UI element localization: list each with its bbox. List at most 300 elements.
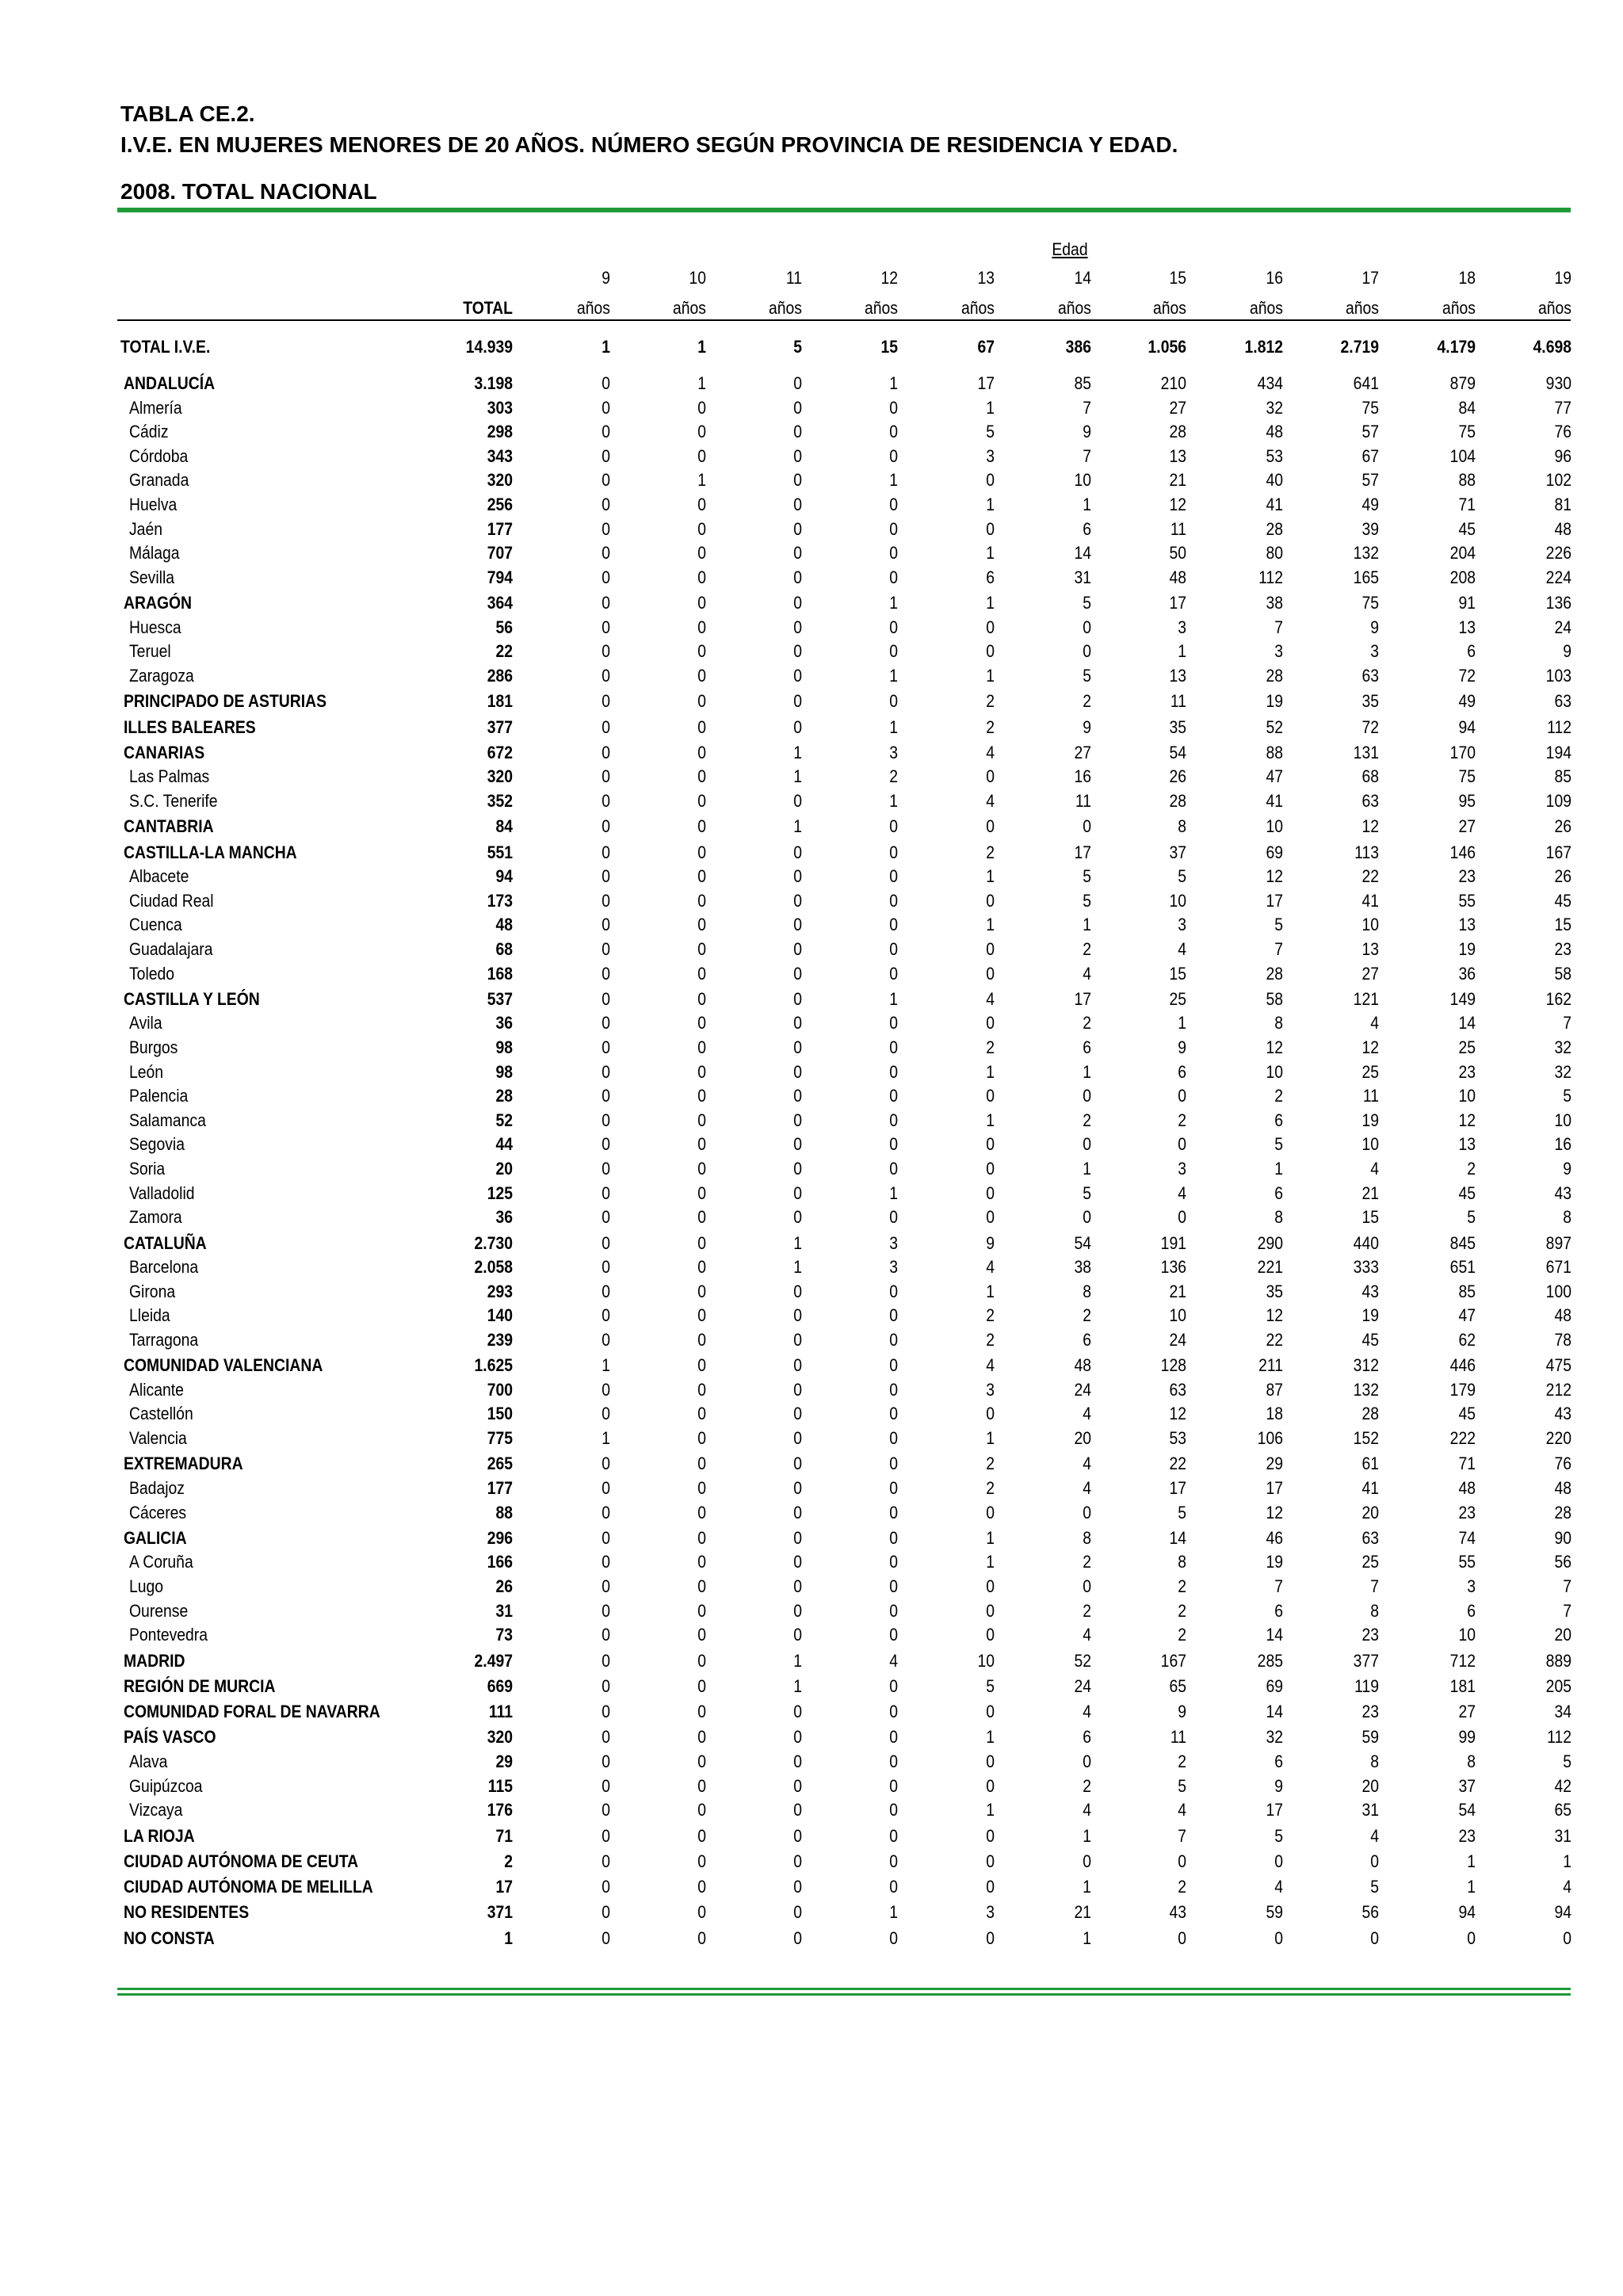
grand-total-value: 4.179 bbox=[1437, 337, 1476, 357]
region-label: CATALUÑA bbox=[124, 1233, 207, 1253]
row-age-value: 106 bbox=[1257, 1428, 1283, 1448]
grand-total-value: 5 bbox=[793, 337, 802, 357]
row-age-value: 0 bbox=[986, 519, 995, 539]
row-total-value: 166 bbox=[487, 1552, 513, 1572]
row-total-value: 68 bbox=[495, 939, 513, 959]
row-age-value: 5 bbox=[1274, 915, 1283, 934]
row-age-value: 58 bbox=[1266, 989, 1283, 1009]
row-total-value: 36 bbox=[495, 1207, 513, 1227]
row-age-value: 43 bbox=[1169, 1902, 1186, 1922]
row-total-value: 320 bbox=[487, 1727, 513, 1747]
row-age-value: 5 bbox=[1083, 1183, 1091, 1203]
row-total-value: 94 bbox=[495, 866, 513, 886]
row-total-value: 669 bbox=[487, 1676, 513, 1696]
row-age-value: 208 bbox=[1449, 567, 1476, 587]
row-age-value: 5 bbox=[1083, 866, 1091, 886]
row-age-value: 76 bbox=[1554, 1454, 1571, 1473]
row-age-value: 17 bbox=[1074, 842, 1091, 862]
row-age-value: 8 bbox=[1370, 1601, 1379, 1621]
row-age-value: 1 bbox=[1083, 1062, 1091, 1082]
row-age-value: 7 bbox=[1274, 1576, 1283, 1596]
row-total-value: 700 bbox=[487, 1380, 513, 1400]
province-label: Salamanca bbox=[129, 1110, 206, 1130]
grand-total-value: 67 bbox=[977, 337, 995, 357]
row-age-value: 0 bbox=[986, 641, 995, 661]
row-age-value: 1 bbox=[986, 1110, 995, 1130]
row-age-value: 1 bbox=[986, 543, 995, 563]
row-total-value: 352 bbox=[487, 791, 513, 811]
row-age-value: 63 bbox=[1361, 1528, 1379, 1548]
row-total-value: 3.198 bbox=[474, 373, 513, 393]
age-unit-header: años bbox=[769, 298, 802, 318]
row-age-value: 0 bbox=[601, 915, 610, 934]
row-age-value: 0 bbox=[793, 470, 802, 490]
row-age-value: 0 bbox=[697, 1552, 706, 1572]
row-age-value: 21 bbox=[1169, 1282, 1186, 1301]
row-age-value: 0 bbox=[1563, 1928, 1571, 1948]
row-age-value: 1 bbox=[986, 1528, 995, 1548]
row-total-value: 672 bbox=[487, 743, 513, 762]
row-age-value: 4 bbox=[1370, 1013, 1379, 1033]
province-label: Sevilla bbox=[129, 567, 175, 587]
row-total-value: 28 bbox=[495, 1086, 513, 1106]
row-age-value: 19 bbox=[1361, 1110, 1379, 1130]
row-age-value: 4 bbox=[1563, 1877, 1571, 1897]
row-age-value: 0 bbox=[601, 1752, 610, 1771]
row-age-value: 0 bbox=[697, 1282, 706, 1301]
row-age-value: 88 bbox=[1458, 470, 1476, 490]
row-total-value: 98 bbox=[495, 1062, 513, 1082]
row-age-value: 0 bbox=[697, 1625, 706, 1645]
row-age-value: 28 bbox=[1266, 666, 1283, 686]
row-age-value: 17 bbox=[1266, 891, 1283, 911]
row-age-value: 48 bbox=[1554, 1478, 1571, 1498]
row-age-value: 109 bbox=[1545, 791, 1571, 811]
row-age-value: 15 bbox=[1554, 915, 1571, 934]
row-age-value: 76 bbox=[1554, 422, 1571, 441]
province-label: Cuenca bbox=[129, 915, 182, 934]
row-age-value: 0 bbox=[601, 1305, 610, 1325]
row-age-value: 0 bbox=[793, 1601, 802, 1621]
row-age-value: 119 bbox=[1354, 1676, 1379, 1696]
row-total-value: 29 bbox=[495, 1752, 513, 1771]
row-age-value: 11 bbox=[1362, 1086, 1379, 1106]
row-age-value: 1 bbox=[793, 1257, 802, 1277]
row-total-value: 2 bbox=[504, 1851, 513, 1871]
row-age-value: 0 bbox=[986, 766, 995, 786]
row-age-value: 1 bbox=[697, 470, 706, 490]
row-age-value: 0 bbox=[601, 1086, 610, 1106]
row-age-value: 2 bbox=[1083, 1305, 1091, 1325]
row-age-value: 45 bbox=[1554, 891, 1571, 911]
row-age-value: 12 bbox=[1169, 1404, 1186, 1423]
row-age-value: 26 bbox=[1554, 816, 1571, 836]
row-age-value: 10 bbox=[1169, 1305, 1186, 1325]
row-age-value: 0 bbox=[697, 495, 706, 514]
row-age-value: 0 bbox=[601, 1800, 610, 1820]
row-age-value: 8 bbox=[1467, 1752, 1476, 1771]
row-age-value: 4 bbox=[1178, 939, 1186, 959]
row-age-value: 9 bbox=[1563, 641, 1571, 661]
row-age-value: 312 bbox=[1353, 1355, 1379, 1375]
row-age-value: 0 bbox=[601, 1776, 610, 1796]
row-age-value: 0 bbox=[697, 915, 706, 934]
row-age-value: 0 bbox=[697, 1086, 706, 1106]
row-age-value: 0 bbox=[793, 1478, 802, 1498]
row-age-value: 52 bbox=[1266, 717, 1283, 737]
row-age-value: 879 bbox=[1449, 373, 1476, 393]
row-age-value: 0 bbox=[986, 1503, 995, 1522]
row-age-value: 0 bbox=[889, 964, 898, 984]
row-age-value: 25 bbox=[1361, 1062, 1379, 1082]
row-age-value: 62 bbox=[1458, 1330, 1476, 1350]
row-age-value: 0 bbox=[793, 1207, 802, 1227]
row-age-value: 0 bbox=[793, 1183, 802, 1203]
row-age-value: 61 bbox=[1361, 1454, 1379, 1473]
row-age-value: 0 bbox=[697, 1776, 706, 1796]
row-age-value: 2 bbox=[1178, 1752, 1186, 1771]
row-age-value: 65 bbox=[1169, 1676, 1186, 1696]
row-age-value: 0 bbox=[601, 1062, 610, 1082]
row-age-value: 104 bbox=[1449, 446, 1476, 466]
row-age-value: 0 bbox=[889, 1355, 898, 1375]
row-age-value: 2 bbox=[1083, 1601, 1091, 1621]
row-age-value: 55 bbox=[1458, 1552, 1476, 1572]
row-age-value: 0 bbox=[601, 989, 610, 1009]
row-age-value: 0 bbox=[697, 1330, 706, 1350]
row-age-value: 13 bbox=[1169, 446, 1186, 466]
row-age-value: 0 bbox=[601, 1159, 610, 1179]
row-age-value: 0 bbox=[601, 891, 610, 911]
row-age-value: 0 bbox=[601, 1702, 610, 1721]
row-age-value: 41 bbox=[1266, 495, 1283, 514]
row-age-value: 65 bbox=[1554, 1800, 1571, 1820]
row-age-value: 0 bbox=[601, 617, 610, 637]
row-age-value: 94 bbox=[1554, 1902, 1571, 1922]
row-age-value: 149 bbox=[1449, 989, 1476, 1009]
row-age-value: 7 bbox=[1563, 1601, 1571, 1621]
row-age-value: 5 bbox=[1563, 1086, 1571, 1106]
row-age-value: 0 bbox=[793, 666, 802, 686]
row-age-value: 4 bbox=[986, 743, 995, 762]
row-age-value: 5 bbox=[1274, 1134, 1283, 1154]
row-age-value: 28 bbox=[1266, 964, 1283, 984]
row-age-value: 212 bbox=[1545, 1380, 1571, 1400]
row-age-value: 179 bbox=[1449, 1380, 1476, 1400]
row-age-value: 8 bbox=[1563, 1207, 1571, 1227]
row-age-value: 0 bbox=[889, 1454, 898, 1473]
row-age-value: 7 bbox=[1563, 1576, 1571, 1596]
row-age-value: 63 bbox=[1361, 666, 1379, 686]
row-age-value: 4 bbox=[986, 989, 995, 1009]
row-age-value: 0 bbox=[986, 1601, 995, 1621]
row-age-value: 224 bbox=[1545, 567, 1571, 587]
row-age-value: 88 bbox=[1266, 743, 1283, 762]
row-age-value: 2 bbox=[1178, 1625, 1186, 1645]
row-age-value: 0 bbox=[889, 1428, 898, 1448]
row-age-value: 0 bbox=[1083, 1134, 1091, 1154]
row-age-value: 0 bbox=[697, 1110, 706, 1130]
row-age-value: 47 bbox=[1266, 766, 1283, 786]
row-age-value: 0 bbox=[889, 1086, 898, 1106]
row-age-value: 0 bbox=[986, 617, 995, 637]
age-unit-header: años bbox=[1153, 298, 1186, 318]
row-age-value: 7 bbox=[1083, 446, 1091, 466]
row-age-value: 12 bbox=[1266, 1037, 1283, 1057]
age-number-header: 13 bbox=[977, 268, 995, 288]
row-age-value: 0 bbox=[697, 1183, 706, 1203]
row-age-value: 17 bbox=[977, 373, 995, 393]
row-age-value: 5 bbox=[1467, 1207, 1476, 1227]
row-age-value: 6 bbox=[1274, 1752, 1283, 1771]
row-age-value: 0 bbox=[986, 1404, 995, 1423]
row-age-value: 0 bbox=[793, 495, 802, 514]
age-number-header: 15 bbox=[1169, 268, 1186, 288]
row-age-value: 72 bbox=[1361, 717, 1379, 737]
row-age-value: 2 bbox=[1083, 1552, 1091, 1572]
row-age-value: 1 bbox=[793, 816, 802, 836]
row-age-value: 2 bbox=[1083, 691, 1091, 711]
province-label: Barcelona bbox=[129, 1257, 199, 1277]
row-age-value: 0 bbox=[889, 519, 898, 539]
region-label: PRINCIPADO DE ASTURIAS bbox=[124, 691, 327, 711]
row-age-value: 0 bbox=[889, 842, 898, 862]
row-total-value: 17 bbox=[495, 1877, 513, 1897]
row-age-value: 10 bbox=[977, 1651, 995, 1671]
province-label: Girona bbox=[129, 1282, 176, 1301]
row-age-value: 0 bbox=[697, 1851, 706, 1871]
row-age-value: 6 bbox=[1274, 1601, 1283, 1621]
row-age-value: 0 bbox=[697, 1207, 706, 1227]
row-age-value: 0 bbox=[986, 816, 995, 836]
row-age-value: 14 bbox=[1169, 1528, 1186, 1548]
row-age-value: 0 bbox=[889, 939, 898, 959]
row-age-value: 0 bbox=[889, 1776, 898, 1796]
row-age-value: 75 bbox=[1361, 593, 1379, 613]
row-age-value: 5 bbox=[986, 1676, 995, 1696]
province-label: Cáceres bbox=[129, 1503, 187, 1522]
row-age-value: 1 bbox=[1467, 1851, 1476, 1871]
row-total-value: 125 bbox=[487, 1183, 513, 1203]
row-age-value: 22 bbox=[1266, 1330, 1283, 1350]
row-age-value: 0 bbox=[793, 1062, 802, 1082]
row-age-value: 13 bbox=[1458, 915, 1476, 934]
province-label: Valencia bbox=[129, 1428, 187, 1448]
row-total-value: 31 bbox=[495, 1601, 513, 1621]
region-label: PAÍS VASCO bbox=[124, 1727, 216, 1747]
region-label: CASTILLA-LA MANCHA bbox=[124, 842, 297, 862]
row-age-value: 0 bbox=[697, 1159, 706, 1179]
row-age-value: 132 bbox=[1353, 1380, 1379, 1400]
row-age-value: 23 bbox=[1458, 1062, 1476, 1082]
province-label: Segovia bbox=[129, 1134, 185, 1154]
row-age-value: 18 bbox=[1266, 1404, 1283, 1423]
row-total-value: 320 bbox=[487, 470, 513, 490]
row-age-value: 0 bbox=[1083, 1752, 1091, 1771]
row-age-value: 35 bbox=[1169, 717, 1186, 737]
row-age-value: 7 bbox=[1274, 617, 1283, 637]
row-age-value: 210 bbox=[1160, 373, 1186, 393]
row-age-value: 132 bbox=[1353, 543, 1379, 563]
row-age-value: 1 bbox=[986, 593, 995, 613]
row-age-value: 0 bbox=[601, 1233, 610, 1253]
row-age-value: 17 bbox=[1169, 1478, 1186, 1498]
row-age-value: 0 bbox=[793, 567, 802, 587]
row-age-value: 32 bbox=[1266, 1727, 1283, 1747]
row-age-value: 39 bbox=[1361, 519, 1379, 539]
row-total-value: 707 bbox=[487, 543, 513, 563]
row-total-value: 173 bbox=[487, 891, 513, 911]
row-age-value: 6 bbox=[1083, 1330, 1091, 1350]
row-age-value: 0 bbox=[986, 1134, 995, 1154]
province-label: Albacete bbox=[129, 866, 189, 886]
row-age-value: 5 bbox=[1083, 666, 1091, 686]
province-label: Valladolid bbox=[129, 1183, 195, 1203]
row-age-value: 0 bbox=[601, 1110, 610, 1130]
row-age-value: 4 bbox=[1083, 1625, 1091, 1645]
row-age-value: 0 bbox=[889, 1528, 898, 1548]
row-age-value: 0 bbox=[793, 1625, 802, 1645]
row-age-value: 3 bbox=[889, 1233, 898, 1253]
age-unit-header: años bbox=[1058, 298, 1091, 318]
row-age-value: 26 bbox=[1169, 766, 1186, 786]
row-age-value: 9 bbox=[1178, 1702, 1186, 1721]
age-number-header: 16 bbox=[1266, 268, 1283, 288]
row-age-value: 72 bbox=[1458, 666, 1476, 686]
province-label: Guadalajara bbox=[129, 939, 213, 959]
row-age-value: 0 bbox=[793, 593, 802, 613]
row-age-value: 0 bbox=[697, 1134, 706, 1154]
row-age-value: 41 bbox=[1361, 1478, 1379, 1498]
row-age-value: 4 bbox=[1178, 1183, 1186, 1203]
row-age-value: 59 bbox=[1361, 1727, 1379, 1747]
row-age-value: 4 bbox=[1370, 1826, 1379, 1846]
row-age-value: 0 bbox=[697, 791, 706, 811]
row-age-value: 0 bbox=[793, 1428, 802, 1448]
row-age-value: 0 bbox=[793, 1159, 802, 1179]
row-age-value: 1 bbox=[986, 1062, 995, 1082]
row-age-value: 3 bbox=[1178, 1159, 1186, 1179]
row-age-value: 4 bbox=[1083, 1404, 1091, 1423]
row-age-value: 0 bbox=[889, 1062, 898, 1082]
row-age-value: 0 bbox=[889, 915, 898, 934]
row-age-value: 0 bbox=[601, 816, 610, 836]
row-age-value: 24 bbox=[1074, 1380, 1091, 1400]
row-age-value: 28 bbox=[1169, 791, 1186, 811]
row-total-value: 98 bbox=[495, 1037, 513, 1057]
row-age-value: 167 bbox=[1545, 842, 1571, 862]
row-age-value: 12 bbox=[1266, 1503, 1283, 1522]
row-age-value: 102 bbox=[1545, 470, 1571, 490]
row-age-value: 1 bbox=[986, 915, 995, 934]
row-age-value: 10 bbox=[1554, 1110, 1571, 1130]
row-age-value: 290 bbox=[1257, 1233, 1283, 1253]
row-age-value: 63 bbox=[1361, 791, 1379, 811]
row-age-value: 4 bbox=[889, 1651, 898, 1671]
row-age-value: 16 bbox=[1554, 1134, 1571, 1154]
row-age-value: 6 bbox=[1083, 1727, 1091, 1747]
grand-total-label: TOTAL I.V.E. bbox=[120, 337, 211, 357]
region-label: LA RIOJA bbox=[124, 1826, 195, 1846]
row-age-value: 0 bbox=[793, 989, 802, 1009]
province-label: Huesca bbox=[129, 617, 181, 637]
row-age-value: 0 bbox=[697, 891, 706, 911]
row-age-value: 53 bbox=[1169, 1428, 1186, 1448]
row-age-value: 10 bbox=[1169, 891, 1186, 911]
province-label: Cádiz bbox=[129, 422, 169, 441]
row-age-value: 59 bbox=[1266, 1902, 1283, 1922]
province-label: Palencia bbox=[129, 1086, 189, 1106]
table-subtitle: 2008. TOTAL NACIONAL bbox=[120, 179, 377, 204]
row-age-value: 56 bbox=[1554, 1552, 1571, 1572]
row-age-value: 0 bbox=[1274, 1851, 1283, 1871]
row-age-value: 6 bbox=[1467, 1601, 1476, 1621]
grand-total-value: 1.812 bbox=[1244, 337, 1283, 357]
row-age-value: 0 bbox=[889, 1552, 898, 1572]
row-age-value: 46 bbox=[1266, 1528, 1283, 1548]
row-age-value: 49 bbox=[1458, 691, 1476, 711]
row-age-value: 0 bbox=[793, 1454, 802, 1473]
row-age-value: 1 bbox=[601, 1428, 610, 1448]
row-age-value: 9 bbox=[1083, 717, 1091, 737]
row-age-value: 21 bbox=[1074, 1902, 1091, 1922]
row-age-value: 1 bbox=[986, 866, 995, 886]
row-age-value: 0 bbox=[986, 1576, 995, 1596]
row-age-value: 0 bbox=[986, 1207, 995, 1227]
row-total-value: 140 bbox=[487, 1305, 513, 1325]
row-age-value: 31 bbox=[1074, 567, 1091, 587]
row-age-value: 15 bbox=[1169, 964, 1186, 984]
row-age-value: 1 bbox=[986, 1428, 995, 1448]
province-label: A Coruña bbox=[129, 1552, 193, 1572]
row-age-value: 0 bbox=[601, 842, 610, 862]
row-age-value: 0 bbox=[793, 1752, 802, 1771]
region-label: CASTILLA Y LEÓN bbox=[124, 989, 260, 1009]
row-age-value: 24 bbox=[1554, 617, 1571, 637]
row-age-value: 1 bbox=[889, 1183, 898, 1203]
row-age-value: 3 bbox=[889, 743, 898, 762]
row-age-value: 0 bbox=[697, 1355, 706, 1375]
row-age-value: 16 bbox=[1074, 766, 1091, 786]
row-age-value: 8 bbox=[1083, 1528, 1091, 1548]
row-age-value: 10 bbox=[1458, 1086, 1476, 1106]
row-age-value: 0 bbox=[697, 617, 706, 637]
row-age-value: 0 bbox=[889, 567, 898, 587]
row-age-value: 0 bbox=[697, 1702, 706, 1721]
province-label: Teruel bbox=[129, 641, 171, 661]
province-label: Las Palmas bbox=[129, 766, 210, 786]
row-age-value: 0 bbox=[793, 422, 802, 441]
row-age-value: 2 bbox=[1178, 1877, 1186, 1897]
row-age-value: 0 bbox=[697, 1428, 706, 1448]
row-age-value: 0 bbox=[601, 1851, 610, 1871]
row-age-value: 9 bbox=[1178, 1037, 1186, 1057]
region-label: CIUDAD AUTÓNOMA DE CEUTA bbox=[124, 1851, 359, 1871]
row-age-value: 0 bbox=[601, 1877, 610, 1897]
row-age-value: 0 bbox=[986, 1183, 995, 1203]
row-total-value: 2.058 bbox=[474, 1257, 513, 1277]
row-age-value: 0 bbox=[697, 1528, 706, 1548]
province-label: Granada bbox=[129, 470, 189, 490]
row-age-value: 38 bbox=[1074, 1257, 1091, 1277]
region-label: CANTABRIA bbox=[124, 816, 214, 836]
row-age-value: 0 bbox=[793, 1503, 802, 1522]
row-age-value: 0 bbox=[889, 1800, 898, 1820]
row-age-value: 0 bbox=[697, 446, 706, 466]
row-age-value: 0 bbox=[697, 1305, 706, 1325]
region-label: NO RESIDENTES bbox=[124, 1902, 250, 1922]
row-age-value: 0 bbox=[601, 1625, 610, 1645]
